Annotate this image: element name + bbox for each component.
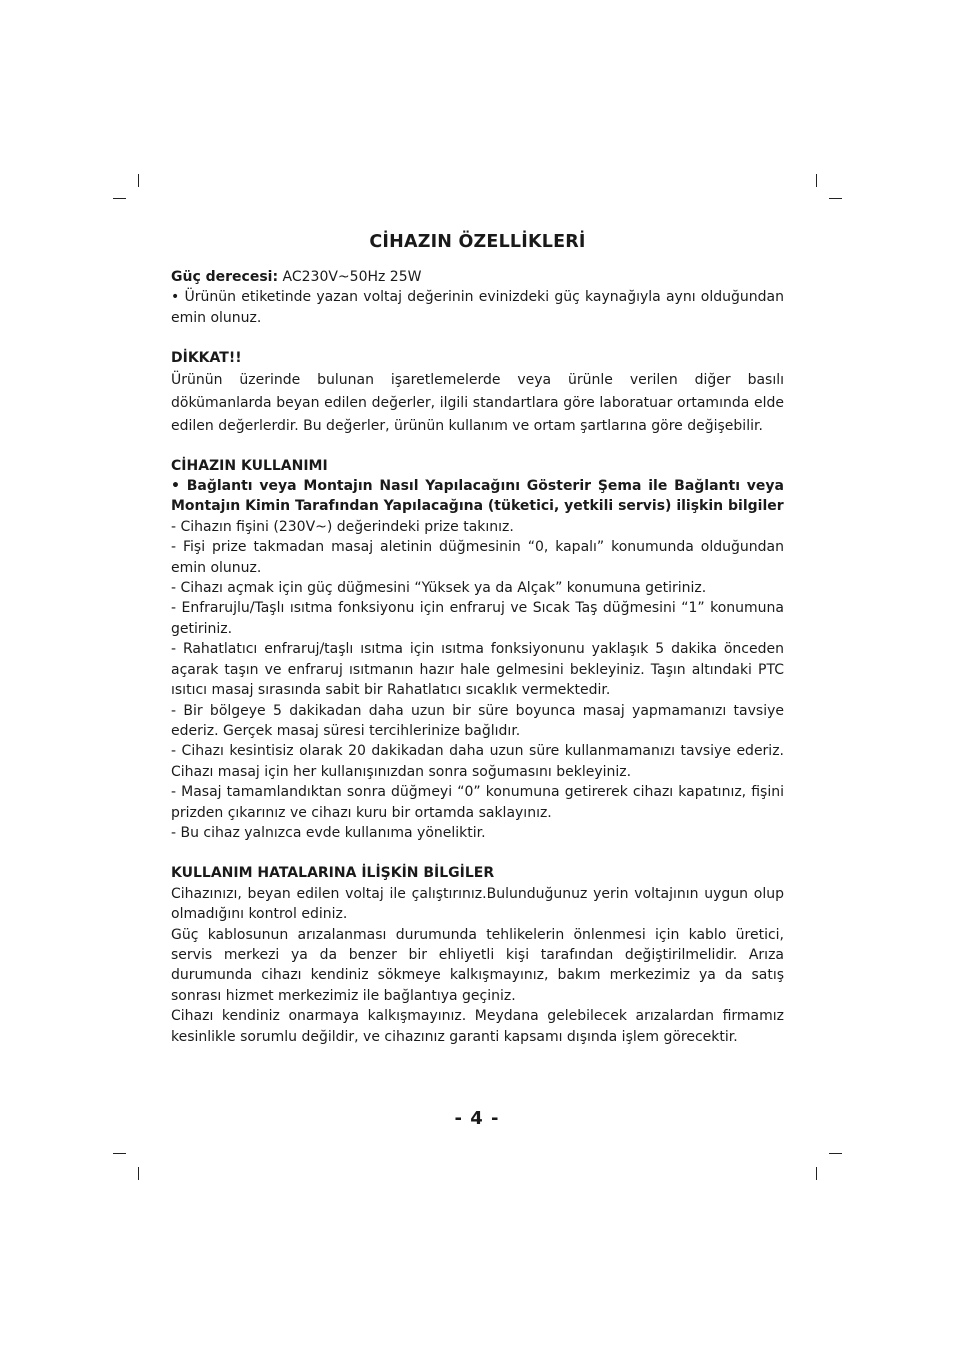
crop-mark-bottom-left-vertical	[138, 1167, 139, 1180]
crop-mark-top-left-vertical	[138, 174, 139, 187]
power-rating-value: AC230V~50Hz 25W	[278, 269, 422, 285]
usage-item: - Bir bölgeye 5 dakikadan daha uzun bir süre boyunca masaj yapmamanızı tavsiye ederiz. Gerçek masaj süresi tercihlerinize bağlıdır.	[171, 702, 784, 739]
usage-item: - Masaj tamamlandıktan sonra düğmeyi “0” konumuna getirerek cihazı kapatınız, fişini prizden çıkarınız ve cihazı kuru bir ortamda saklayınız.	[171, 784, 784, 821]
errors-paragraph: Güç kablosunun arızalanması durumunda tehlikelerin önlenmesi için kablo üretici, servis merkezi ya da benzer bir ehliyetli kişi tarafından değiştirilmelidir. Arıza durumunda cihazı kendiniz sökmeye kalkışmayınız, bakım merkezimiz ya da satış sonrası hizmet merkezimiz ile bağlantıya geçiniz.	[171, 926, 784, 1004]
page-title: CİHAZIN ÖZELLİKLERİ	[369, 232, 586, 252]
usage-item: - Cihazın fişini (230V~) değerindeki prize takınız.	[171, 518, 514, 535]
usage-item: - Rahatlatıcı enfraruj/taşlı ısıtma için ısıtma fonksiyonunu yaklaşık 5 dakika önceden açarak taşın ve enfraruj ısıtmanın hazır hale gelmesini bekleyiniz. Taşın altındaki PTC ısıtıcı masaj sırasında sabit bir Rahatlatıcı sıcaklık vermektedir.	[171, 641, 784, 699]
errors-paragraph: Cihazı kendiniz onarmaya kalkışmayınız. Meydana gelebilecek arızalardan firmamız kesinlikle sorumlu değildir, ve cihazınız garanti kapsamı dışında işlem görecektir.	[171, 1008, 784, 1045]
crop-mark-bottom-left-horizontal	[113, 1153, 126, 1154]
warning-heading: DİKKAT!!	[171, 350, 242, 367]
power-note: • Ürünün etiketinde yazan voltaj değerinin evinizdeki güç kaynağıyla aynı olduğundan emin olunuz.	[171, 289, 784, 326]
spacer	[171, 328, 784, 348]
spacer	[171, 438, 784, 456]
usage-item: - Enfrarujlu/Taşlı ısıtma fonksiyonu için enfraruj ve Sıcak Taş düğmesini “1” konumuna getiriniz.	[171, 600, 784, 637]
page-number: - 4 -	[454, 1108, 500, 1129]
usage-heading: CİHAZIN KULLANIMI	[171, 457, 328, 474]
document-body	[171, 228, 784, 1047]
spacer	[171, 843, 784, 863]
crop-mark-top-right-vertical	[816, 174, 817, 187]
errors-heading: KULLANIM HATALARINA İLİŞKİN BİLGİLER	[171, 865, 495, 882]
errors-paragraph: Cihazınızı, beyan edilen voltaj ile çalıştırınız.Bulunduğunuz yerin voltajının uygun olup olmadığını kontrol ediniz.	[171, 885, 784, 923]
warning-text: Ürünün üzerinde bulunan işaretlemelerde veya ürünle verilen diğer basılı dökümanlarda beyan edilen değerler, ilgili standartlara göre laboratuar ortamında elde edilen değerlerdir. Bu değerler, ürünün kullanım ve ortam şartlarına göre değişebilir.	[171, 371, 784, 434]
usage-item: - Cihazı kesintisiz olarak 20 dakikadan daha uzun süre kullanmamanızı tavsiye ederiz. Cihazı masaj için her kullanışınızdan sonra soğumasını bekleyiniz.	[171, 743, 784, 780]
usage-subheading: • Bağlantı veya Montajın Nasıl Yapılacağını Gösterir Şema ile Bağlantı veya Montajın Kimin Tarafından Yapılacağına (tüketici, yetkili servis) ilişkin bilgiler	[171, 478, 784, 515]
usage-item: - Cihazı açmak için güç düğmesini “Yüksek ya da Alçak” konumuna getiriniz.	[171, 580, 707, 597]
usage-item: - Bu cihaz yalnızca evde kullanıma yöneliktir.	[171, 824, 486, 841]
crop-mark-top-left-horizontal	[113, 198, 126, 199]
crop-mark-top-right-horizontal	[829, 198, 842, 199]
power-rating-label: Güç derecesi:	[171, 269, 279, 285]
power-rating	[171, 267, 784, 287]
usage-item: - Fişi prize takmadan masaj aletinin düğmesinin “0, kapalı” konumunda olduğundan emin olunuz.	[171, 539, 784, 576]
crop-mark-bottom-right-vertical	[816, 1167, 817, 1180]
crop-mark-bottom-right-horizontal	[829, 1153, 842, 1154]
